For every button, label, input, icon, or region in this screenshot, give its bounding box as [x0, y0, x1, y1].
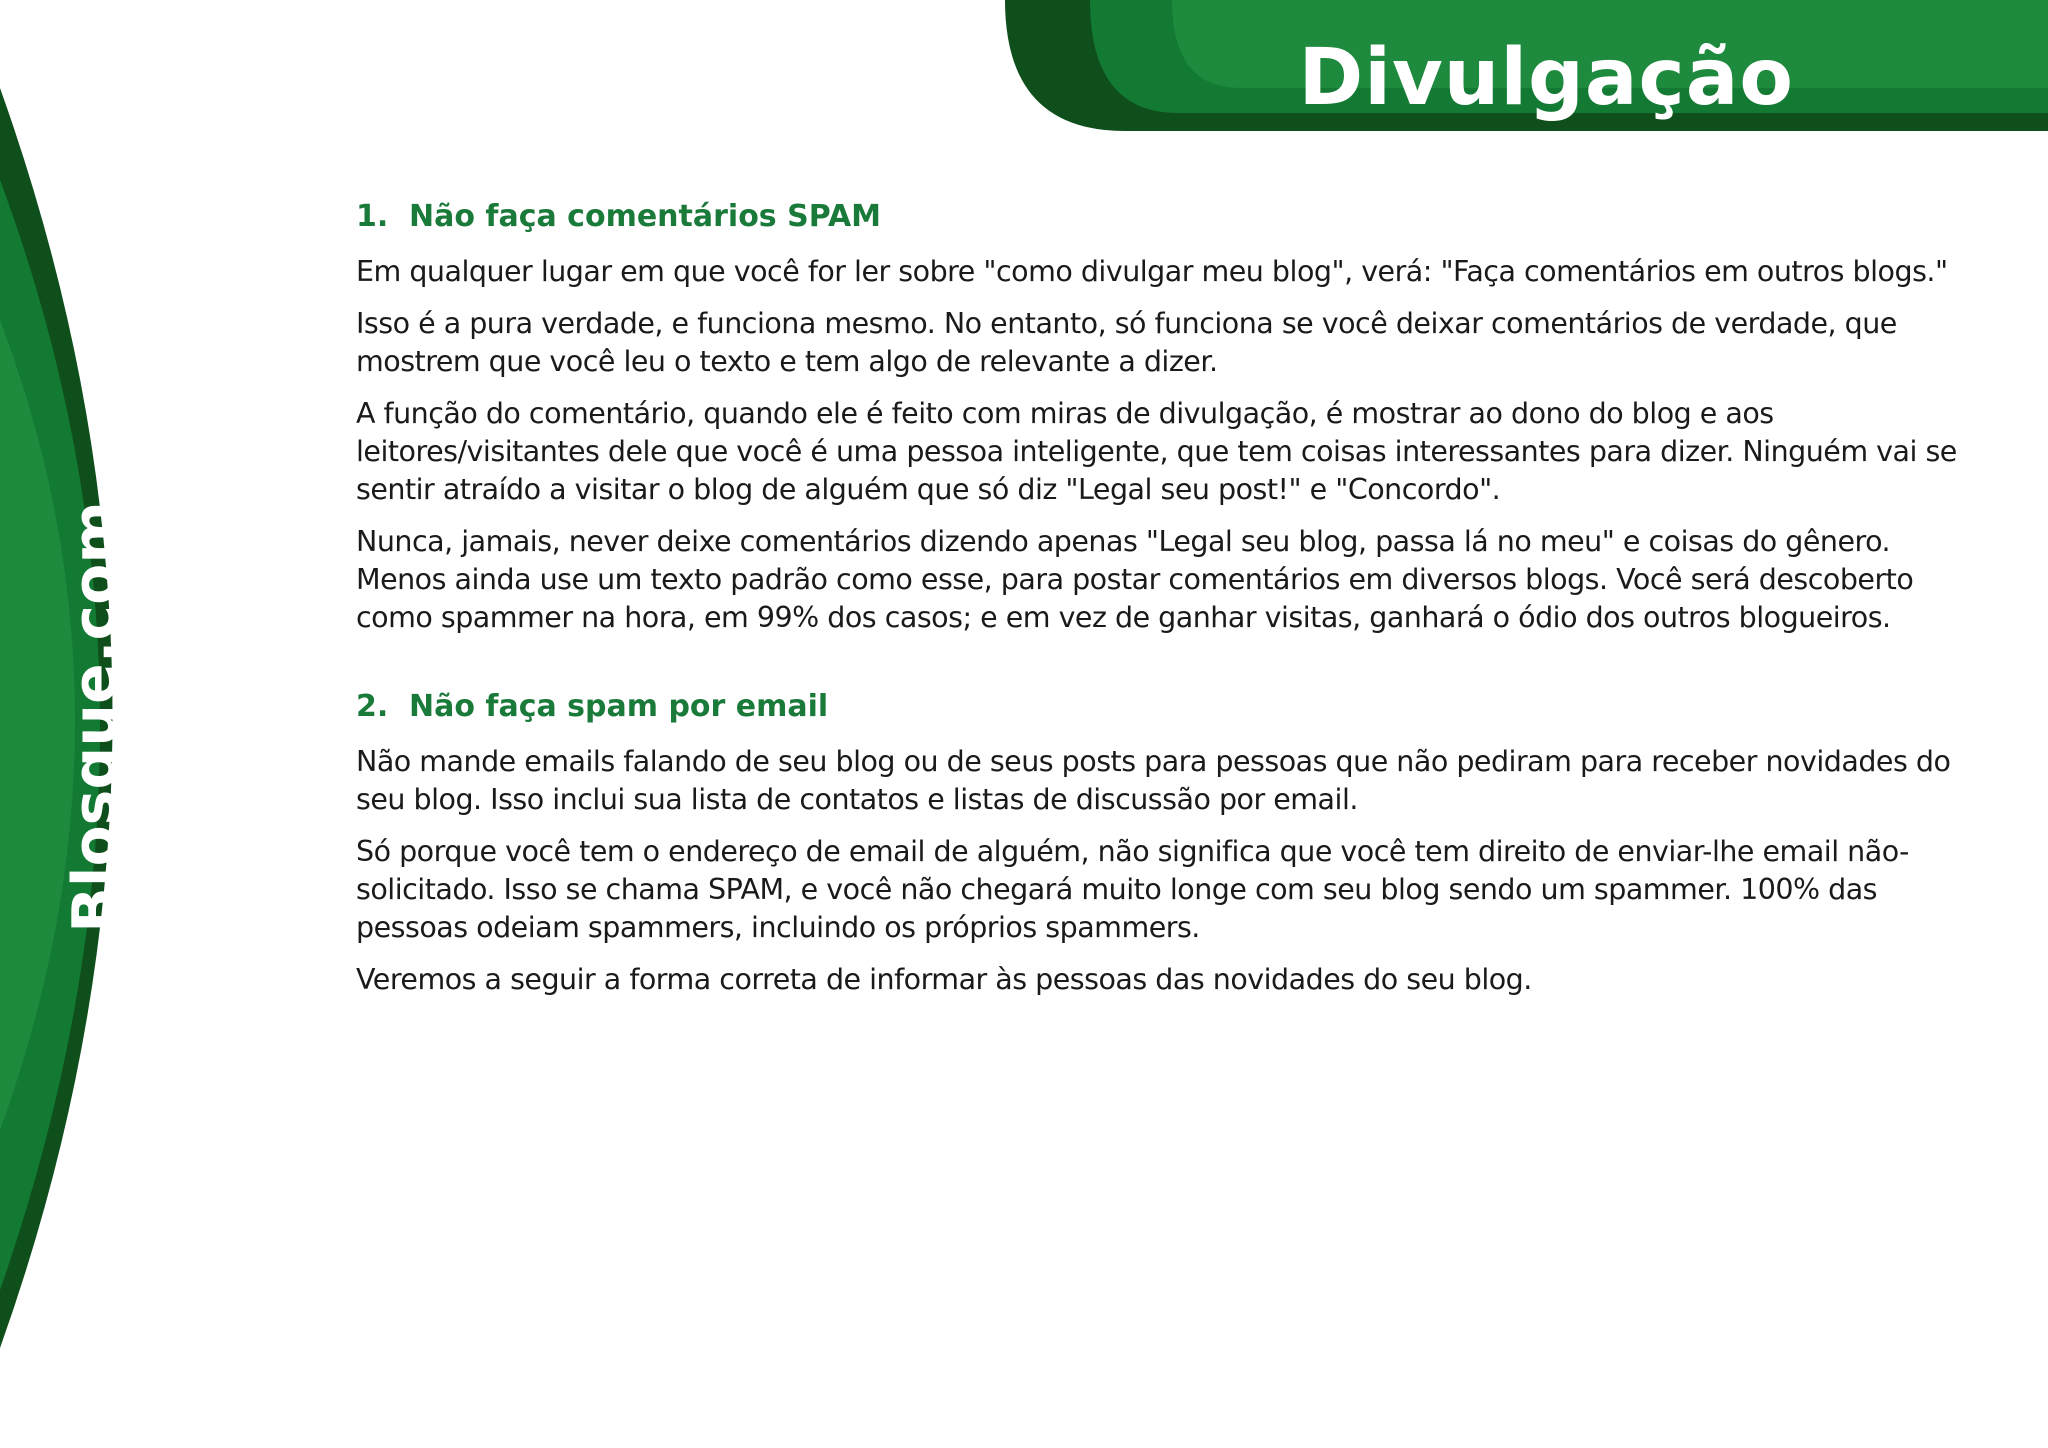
paragraph: A função do comentário, quando ele é feito com miras de divulgação, é mostrar ao dono do blog e aos leitores/visitantes dele que você é uma pessoa inteligente, que tem coisas interessantes para dizer. Ninguém vai se sentir atraído a visitar o blog de alguém que só diz "Legal seu post!" e "Concordo". [356, 397, 1957, 506]
section-heading [356, 685, 1976, 729]
section-title-text: Não faça comentários SPAM [409, 199, 882, 234]
page-title: Divulgação [1298, 33, 1794, 123]
section-heading [356, 195, 1976, 239]
paragraph: Isso é a pura verdade, e funciona mesmo. No entanto, só funciona se você deixar comentários de verdade, que mostrem que você leu o texto e tem algo de relevante a dizer. [356, 307, 1897, 378]
section-no-email-spam [356, 685, 1976, 999]
section-number: 2. [356, 689, 389, 724]
section-number: 1. [356, 199, 389, 234]
section-title-text: Não faça spam por email [409, 689, 829, 724]
paragraph: Não mande emails falando de seu blog ou de seus posts para pessoas que não pediram para receber novidades do seu blog. Isso inclui sua lista de contatos e listas de discussão por email. [356, 745, 1951, 816]
paragraph: Nunca, jamais, never deixe comentários dizendo apenas "Legal seu blog, passa lá no meu" e coisas do gênero. Menos ainda use um texto padrão como esse, para postar comentários em diversos blogs. Você será descoberto como spammer na hora, em 99% dos casos; e em vez de ganhar visitas, ganhará o ódio dos outros blogueiros. [356, 525, 1914, 634]
side-brand-label: Blosque.com [60, 501, 130, 933]
paragraph: Em qualquer lugar em que você for ler sobre "como divulgar meu blog", verá: "Faça comentários em outros blogs." [356, 255, 1948, 288]
paragraph: Só porque você tem o endereço de email de alguém, não significa que você tem direito de enviar-lhe email não-solicitado. Isso se chama SPAM, e você não chegará muito longe com seu blog sendo um spammer. 100% das pessoas odeiam spammers, incluindo os próprios spammers. [356, 835, 1909, 944]
main-content [356, 195, 1976, 1047]
section-no-comment-spam [356, 195, 1976, 637]
paragraph: Veremos a seguir a forma correta de informar às pessoas das novidades do seu blog. [356, 963, 1532, 996]
